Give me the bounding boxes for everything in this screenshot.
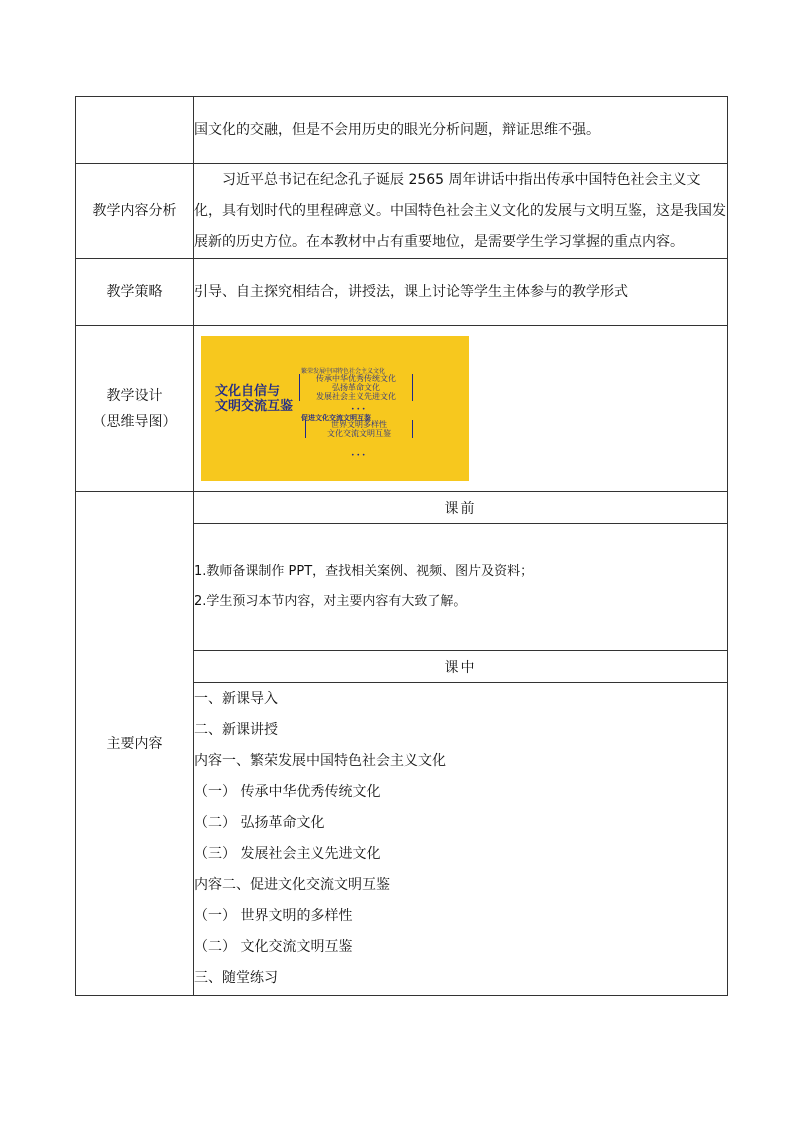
before-class-body xyxy=(194,524,728,651)
empty-label-cell xyxy=(76,97,194,164)
during-item: 内容一、繁荣发展中国特色社会主义文化 xyxy=(194,753,446,769)
row-content-analysis xyxy=(76,164,728,259)
row-design xyxy=(76,326,728,492)
mindmap-title-line1: 文化自信与 xyxy=(215,384,281,399)
row-main-before-header xyxy=(76,492,728,524)
mindmap-branch2-item: 世界文明多样性 xyxy=(331,420,387,429)
content-analysis-cell xyxy=(194,164,728,259)
during-class-body xyxy=(194,683,728,996)
during-item: （一） 传承中华优秀传统文化 xyxy=(194,784,381,800)
strategy-text: 引导、自主探究相结合，讲授法，课上讨论等学生主体参与的教学形式 xyxy=(194,259,728,326)
mindmap-top-node: 繁荣发展中国特色社会主义文化 xyxy=(301,368,386,375)
lesson-plan-table xyxy=(75,96,728,996)
mindmap-branch1-item: 传承中华优秀传统文化 xyxy=(316,374,396,383)
row-strategy xyxy=(76,259,728,326)
student-analysis-text xyxy=(194,97,728,164)
during-item: （二） 弘扬革命文化 xyxy=(194,815,325,831)
mindmap-dot: • • • xyxy=(351,406,366,413)
design-mindmap-cell xyxy=(194,326,728,492)
before-item: 2.学生预习本节内容，对主要内容有大致了解。 xyxy=(194,594,467,609)
during-class-header: 课中 xyxy=(194,651,728,683)
mindmap-middle-node: 促进文化交流文明互鉴 xyxy=(301,414,371,422)
during-item: 二、新课讲授 xyxy=(194,722,278,738)
mindmap-dot: • • • xyxy=(351,452,366,459)
during-item: （三） 发展社会主义先进文化 xyxy=(194,846,381,862)
during-item: （一） 世界文明的多样性 xyxy=(194,908,353,924)
mindmap-title xyxy=(215,384,293,414)
mindmap-image xyxy=(201,336,469,481)
analysis-cont-text: 国文化的交融，但是不会用历史的眼光分析问题，辩证思维不强。 xyxy=(194,122,600,138)
during-item: （二） 文化交流文明互鉴 xyxy=(194,939,353,955)
before-class-header: 课前 xyxy=(194,492,728,524)
mindmap-branch2-item: 文化交流文明互鉴 xyxy=(327,429,391,438)
during-item: 内容二、促进文化交流文明互鉴 xyxy=(194,877,390,893)
during-item: 一、新课导入 xyxy=(194,691,278,707)
design-label: 教学设计 xyxy=(106,387,163,404)
content-analysis-text: 习近平总书记在纪念孔子诞辰 2565 周年讲话中指出传承中国特色社会主义文化，具有划时代的里程碑意义。中国特色社会主义文化的发展与文明互鉴，这是我国发展新的历史方位。在本教材中占有重要地位，是需要学生学习掌握的重点内容。 xyxy=(194,171,726,250)
mindmap-branch1-item: 发展社会主义先进文化 xyxy=(316,392,396,401)
design-label-cell xyxy=(76,326,194,492)
main-content-label: 主要内容 xyxy=(76,492,194,996)
during-item: 三、随堂练习 xyxy=(194,970,278,986)
before-item: 1.教师备课制作 PPT，查找相关案例、视频、图片及资料； xyxy=(194,564,534,579)
mindmap-branch1-item: 弘扬革命文化 xyxy=(332,383,380,392)
content-analysis-label: 教学内容分析 xyxy=(76,164,194,259)
design-sublabel: （思维导图） xyxy=(92,413,177,430)
strategy-label: 教学策略 xyxy=(76,259,194,326)
row-student-analysis-cont xyxy=(76,97,728,164)
mindmap-title-line2: 文明交流互鉴 xyxy=(215,399,294,414)
